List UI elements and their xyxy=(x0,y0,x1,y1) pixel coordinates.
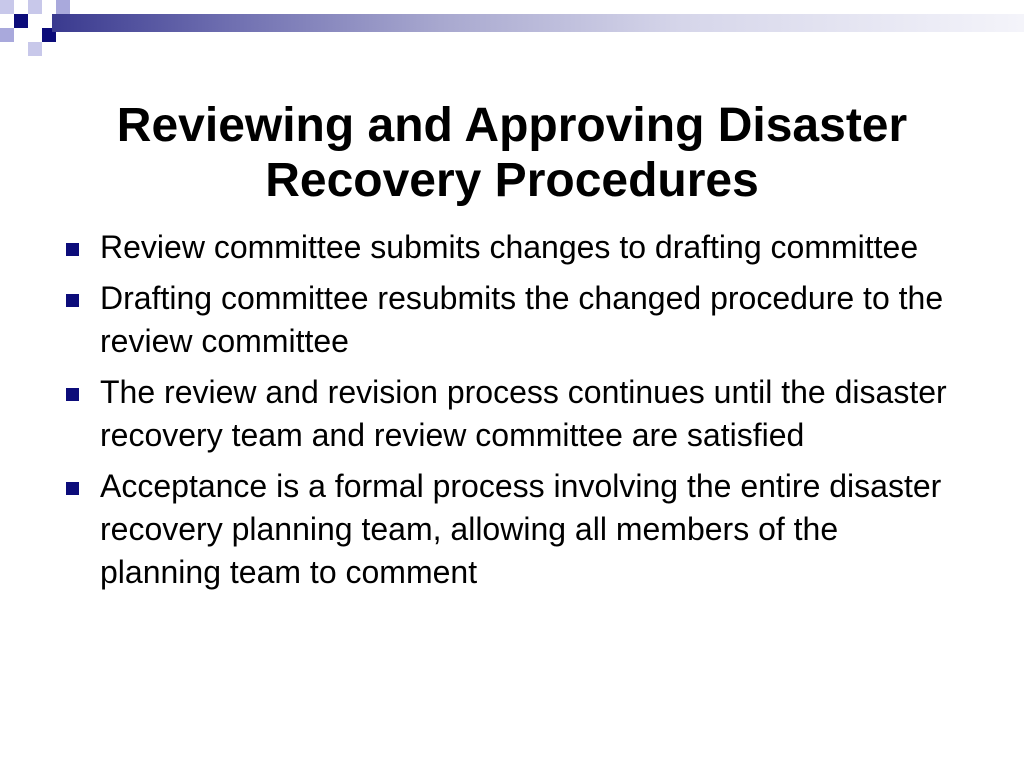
slide-title: Reviewing and Approving Disaster Recovery Procedures xyxy=(116,99,908,208)
bullet-item xyxy=(62,465,962,594)
square-bullet-icon xyxy=(66,294,79,307)
bullet-item xyxy=(62,371,962,457)
bullet-text: Drafting committee resubmits the changed procedure to the review committee xyxy=(100,280,944,359)
square-bullet-icon xyxy=(66,482,79,495)
lavender-square xyxy=(28,42,42,56)
bullet-list xyxy=(62,226,962,602)
lavender-square xyxy=(56,0,70,14)
lavender-square xyxy=(0,0,14,14)
bullet-item xyxy=(62,226,962,269)
lavender-square xyxy=(28,0,42,14)
lavender-square xyxy=(0,28,14,42)
square-bullet-icon xyxy=(66,243,79,256)
bullet-text: Review committee submits changes to drafting committee xyxy=(100,229,919,265)
header-gradient-bar xyxy=(52,14,1024,32)
bullet-text: Acceptance is a formal process involving the entire disaster recovery planning team, allowing all members of the planning team to comment xyxy=(100,468,942,590)
square-bullet-icon xyxy=(66,388,79,401)
bullet-item xyxy=(62,277,962,363)
bullet-text: The review and revision process continues until the disaster recovery team and review committee are satisfied xyxy=(100,374,947,453)
navy-square xyxy=(14,14,28,28)
